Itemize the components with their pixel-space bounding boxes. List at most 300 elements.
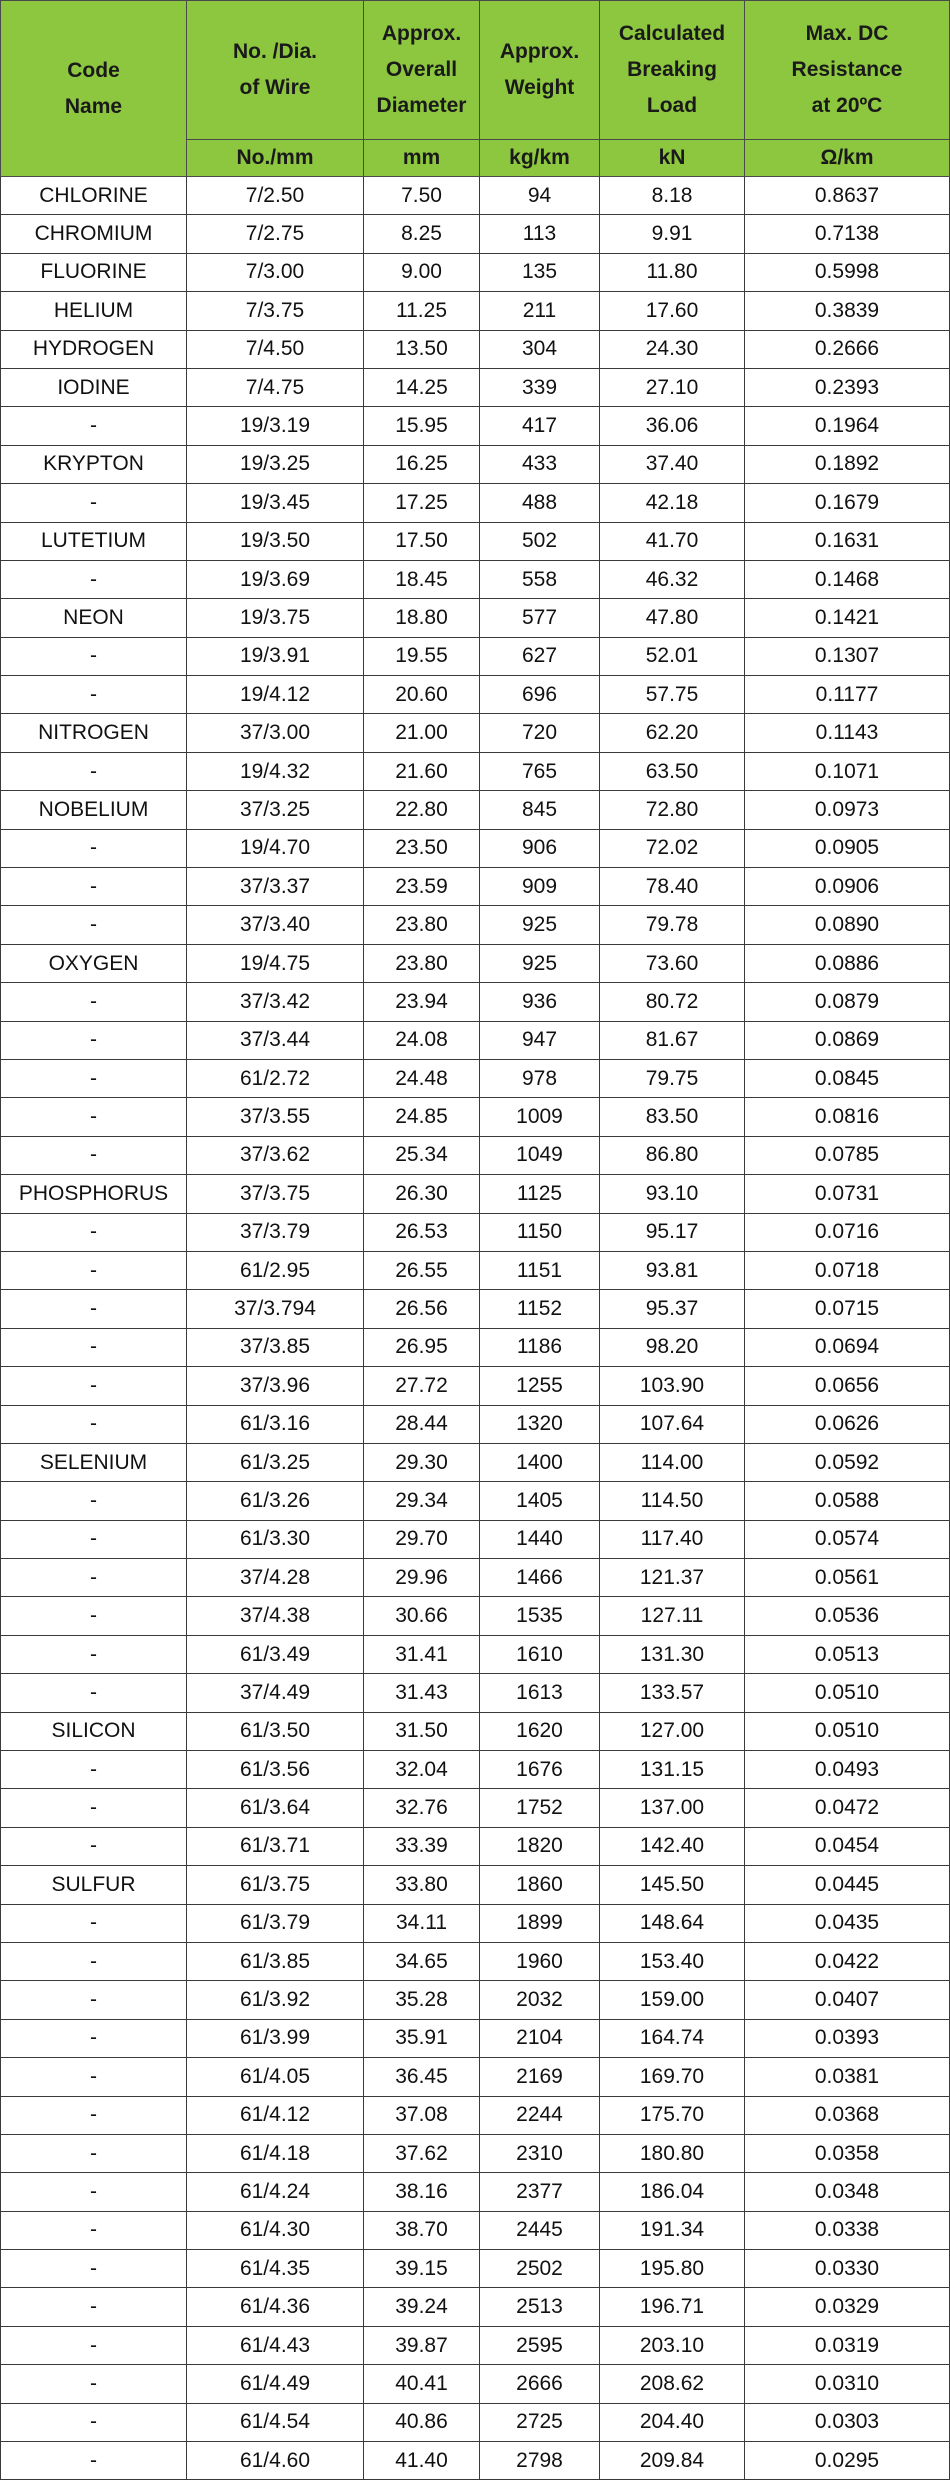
wire-cell: 19/4.32 [187, 752, 364, 790]
resistance-cell: 0.0592 [745, 1443, 950, 1481]
table-row [1, 368, 950, 406]
table-row [1, 1021, 950, 1059]
resistance-cell: 0.0493 [745, 1751, 950, 1789]
code-name-cell: - [1, 2134, 187, 2172]
breaking-load-cell: 175.70 [600, 2096, 745, 2134]
code-name-cell: - [1, 1827, 187, 1865]
code-name-cell: - [1, 407, 187, 445]
code-name-cell: LUTETIUM [1, 522, 187, 560]
wire-cell: 19/3.91 [187, 637, 364, 675]
wire-cell: 37/3.40 [187, 906, 364, 944]
diameter-cell: 19.55 [364, 637, 480, 675]
weight-cell: 558 [480, 560, 600, 598]
breaking-load-cell: 196.71 [600, 2288, 745, 2326]
breaking-load-cell: 80.72 [600, 983, 745, 1021]
code-name-cell: FLUORINE [1, 253, 187, 291]
resistance-cell: 0.0329 [745, 2288, 950, 2326]
weight-cell: 2445 [480, 2211, 600, 2249]
resistance-cell: 0.0472 [745, 1789, 950, 1827]
diameter-cell: 11.25 [364, 292, 480, 330]
header-code-name: Code Name [1, 1, 187, 177]
wire-cell: 37/3.79 [187, 1213, 364, 1251]
table-row [1, 829, 950, 867]
resistance-cell: 0.0303 [745, 2403, 950, 2441]
code-name-cell: NEON [1, 599, 187, 637]
diameter-cell: 24.85 [364, 1098, 480, 1136]
resistance-cell: 0.0973 [745, 791, 950, 829]
resistance-cell: 0.0513 [745, 1635, 950, 1673]
code-name-cell: - [1, 1367, 187, 1405]
wire-cell: 19/3.19 [187, 407, 364, 445]
diameter-cell: 24.08 [364, 1021, 480, 1059]
code-name-cell: - [1, 1021, 187, 1059]
weight-cell: 2104 [480, 2019, 600, 2057]
wire-cell: 61/3.26 [187, 1482, 364, 1520]
diameter-cell: 26.56 [364, 1290, 480, 1328]
wire-cell: 61/3.92 [187, 1981, 364, 2019]
weight-cell: 1440 [480, 1520, 600, 1558]
weight-cell: 135 [480, 253, 600, 291]
wire-cell: 19/3.69 [187, 560, 364, 598]
wire-cell: 61/2.95 [187, 1251, 364, 1289]
breaking-load-cell: 209.84 [600, 2442, 745, 2480]
diameter-cell: 9.00 [364, 253, 480, 291]
resistance-cell: 0.0715 [745, 1290, 950, 1328]
breaking-load-cell: 17.60 [600, 292, 745, 330]
wire-cell: 37/3.794 [187, 1290, 364, 1328]
weight-cell: 696 [480, 676, 600, 714]
diameter-cell: 32.76 [364, 1789, 480, 1827]
weight-cell: 627 [480, 637, 600, 675]
table-row [1, 1443, 950, 1481]
wire-cell: 37/4.49 [187, 1674, 364, 1712]
resistance-cell: 0.7138 [745, 215, 950, 253]
resistance-cell: 0.0445 [745, 1866, 950, 1904]
table-row [1, 1290, 950, 1328]
table-row [1, 215, 950, 253]
table-row [1, 1098, 950, 1136]
breaking-load-cell: 159.00 [600, 1981, 745, 2019]
weight-cell: 1186 [480, 1328, 600, 1366]
wire-cell: 37/3.37 [187, 868, 364, 906]
diameter-cell: 35.28 [364, 1981, 480, 2019]
breaking-load-cell: 191.34 [600, 2211, 745, 2249]
weight-cell: 211 [480, 292, 600, 330]
code-name-cell: - [1, 1328, 187, 1366]
table-row [1, 1405, 950, 1443]
code-name-cell: - [1, 1559, 187, 1597]
resistance-cell: 0.0906 [745, 868, 950, 906]
wire-cell: 61/3.50 [187, 1712, 364, 1750]
resistance-cell: 0.1964 [745, 407, 950, 445]
diameter-cell: 40.86 [364, 2403, 480, 2441]
diameter-cell: 31.50 [364, 1712, 480, 1750]
resistance-cell: 0.0338 [745, 2211, 950, 2249]
breaking-load-cell: 79.78 [600, 906, 745, 944]
breaking-load-cell: 81.67 [600, 1021, 745, 1059]
wire-cell: 37/3.55 [187, 1098, 364, 1136]
code-name-cell: SELENIUM [1, 1443, 187, 1481]
breaking-load-cell: 47.80 [600, 599, 745, 637]
resistance-cell: 0.0845 [745, 1059, 950, 1097]
code-name-cell: - [1, 1597, 187, 1635]
breaking-load-cell: 9.91 [600, 215, 745, 253]
diameter-cell: 41.40 [364, 2442, 480, 2480]
diameter-cell: 17.25 [364, 484, 480, 522]
table-row [1, 2058, 950, 2096]
table-row [1, 445, 950, 483]
diameter-cell: 34.65 [364, 1942, 480, 1980]
breaking-load-cell: 72.02 [600, 829, 745, 867]
table-row [1, 676, 950, 714]
breaking-load-cell: 127.00 [600, 1712, 745, 1750]
resistance-cell: 0.0890 [745, 906, 950, 944]
weight-cell: 1960 [480, 1942, 600, 1980]
diameter-cell: 38.70 [364, 2211, 480, 2249]
table-row [1, 2211, 950, 2249]
breaking-load-cell: 107.64 [600, 1405, 745, 1443]
wire-cell: 37/4.28 [187, 1559, 364, 1597]
resistance-cell: 0.2393 [745, 368, 950, 406]
table-row [1, 1520, 950, 1558]
diameter-cell: 39.24 [364, 2288, 480, 2326]
resistance-cell: 0.0588 [745, 1482, 950, 1520]
weight-cell: 2244 [480, 2096, 600, 2134]
weight-cell: 1152 [480, 1290, 600, 1328]
table-row [1, 2019, 950, 2057]
code-name-cell: - [1, 2326, 187, 2364]
code-name-cell: - [1, 637, 187, 675]
code-name-cell: CHLORINE [1, 177, 187, 215]
code-name-cell: - [1, 1213, 187, 1251]
weight-cell: 2032 [480, 1981, 600, 2019]
breaking-load-cell: 41.70 [600, 522, 745, 560]
diameter-cell: 15.95 [364, 407, 480, 445]
table-row [1, 1751, 950, 1789]
diameter-cell: 23.80 [364, 906, 480, 944]
resistance-cell: 0.0905 [745, 829, 950, 867]
weight-cell: 2798 [480, 2442, 600, 2480]
breaking-load-cell: 11.80 [600, 253, 745, 291]
table-row [1, 906, 950, 944]
wire-cell: 61/3.56 [187, 1751, 364, 1789]
breaking-load-cell: 63.50 [600, 752, 745, 790]
weight-cell: 936 [480, 983, 600, 1021]
resistance-cell: 0.0393 [745, 2019, 950, 2057]
resistance-cell: 0.0816 [745, 1098, 950, 1136]
diameter-cell: 18.80 [364, 599, 480, 637]
wire-cell: 37/4.38 [187, 1597, 364, 1635]
table-row [1, 1942, 950, 1980]
weight-cell: 1405 [480, 1482, 600, 1520]
resistance-cell: 0.3839 [745, 292, 950, 330]
resistance-cell: 0.1631 [745, 522, 950, 560]
resistance-cell: 0.8637 [745, 177, 950, 215]
breaking-load-cell: 93.10 [600, 1175, 745, 1213]
diameter-cell: 26.95 [364, 1328, 480, 1366]
diameter-cell: 30.66 [364, 1597, 480, 1635]
diameter-cell: 26.53 [364, 1213, 480, 1251]
wire-cell: 37/3.44 [187, 1021, 364, 1059]
breaking-load-cell: 186.04 [600, 2173, 745, 2211]
breaking-load-cell: 117.40 [600, 1520, 745, 1558]
table-row [1, 1213, 950, 1251]
diameter-cell: 29.96 [364, 1559, 480, 1597]
wire-cell: 61/4.60 [187, 2442, 364, 2480]
wire-cell: 7/3.00 [187, 253, 364, 291]
breaking-load-cell: 95.17 [600, 1213, 745, 1251]
code-name-cell: - [1, 2365, 187, 2403]
resistance-cell: 0.0785 [745, 1136, 950, 1174]
wire-cell: 61/2.72 [187, 1059, 364, 1097]
code-name-cell: - [1, 676, 187, 714]
code-name-cell: - [1, 2019, 187, 2057]
weight-cell: 1752 [480, 1789, 600, 1827]
code-name-cell: NOBELIUM [1, 791, 187, 829]
wire-cell: 7/4.50 [187, 330, 364, 368]
weight-cell: 2502 [480, 2250, 600, 2288]
resistance-cell: 0.0330 [745, 2250, 950, 2288]
diameter-cell: 29.70 [364, 1520, 480, 1558]
wire-cell: 61/3.25 [187, 1443, 364, 1481]
table-body [1, 177, 950, 2480]
code-name-cell: - [1, 1059, 187, 1097]
header-row [1, 1, 950, 140]
diameter-cell: 32.04 [364, 1751, 480, 1789]
weight-cell: 339 [480, 368, 600, 406]
weight-cell: 906 [480, 829, 600, 867]
resistance-cell: 0.0454 [745, 1827, 950, 1865]
table-row [1, 2096, 950, 2134]
diameter-cell: 21.00 [364, 714, 480, 752]
weight-cell: 1466 [480, 1559, 600, 1597]
code-name-cell: - [1, 1904, 187, 1942]
breaking-load-cell: 148.64 [600, 1904, 745, 1942]
resistance-cell: 0.0422 [745, 1942, 950, 1980]
wire-cell: 19/3.50 [187, 522, 364, 560]
weight-cell: 1255 [480, 1367, 600, 1405]
weight-cell: 304 [480, 330, 600, 368]
diameter-cell: 21.60 [364, 752, 480, 790]
table-row [1, 522, 950, 560]
table-row [1, 714, 950, 752]
unit-weight: kg/km [480, 140, 600, 177]
weight-cell: 925 [480, 906, 600, 944]
wire-cell: 61/4.36 [187, 2288, 364, 2326]
breaking-load-cell: 145.50 [600, 1866, 745, 1904]
resistance-cell: 0.0716 [745, 1213, 950, 1251]
diameter-cell: 13.50 [364, 330, 480, 368]
weight-cell: 1610 [480, 1635, 600, 1673]
weight-cell: 2310 [480, 2134, 600, 2172]
diameter-cell: 40.41 [364, 2365, 480, 2403]
resistance-cell: 0.0319 [745, 2326, 950, 2364]
weight-cell: 1676 [480, 1751, 600, 1789]
breaking-load-cell: 131.15 [600, 1751, 745, 1789]
wire-cell: 61/3.99 [187, 2019, 364, 2057]
resistance-cell: 0.1177 [745, 676, 950, 714]
resistance-cell: 0.0407 [745, 1981, 950, 2019]
wire-cell: 37/3.75 [187, 1175, 364, 1213]
weight-cell: 94 [480, 177, 600, 215]
wire-cell: 61/4.49 [187, 2365, 364, 2403]
breaking-load-cell: 127.11 [600, 1597, 745, 1635]
diameter-cell: 37.62 [364, 2134, 480, 2172]
diameter-cell: 29.30 [364, 1443, 480, 1481]
table-row [1, 2365, 950, 2403]
resistance-cell: 0.5998 [745, 253, 950, 291]
breaking-load-cell: 79.75 [600, 1059, 745, 1097]
header-breaking-load: Calculated Breaking Load [600, 1, 745, 140]
resistance-cell: 0.0348 [745, 2173, 950, 2211]
table-row [1, 292, 950, 330]
table-row [1, 1712, 950, 1750]
code-name-cell: - [1, 2403, 187, 2441]
code-name-cell: SILICON [1, 1712, 187, 1750]
breaking-load-cell: 103.90 [600, 1367, 745, 1405]
weight-cell: 488 [480, 484, 600, 522]
code-name-cell: - [1, 1290, 187, 1328]
weight-cell: 113 [480, 215, 600, 253]
wire-cell: 61/3.64 [187, 1789, 364, 1827]
code-name-cell: - [1, 2173, 187, 2211]
resistance-cell: 0.0731 [745, 1175, 950, 1213]
breaking-load-cell: 121.37 [600, 1559, 745, 1597]
weight-cell: 502 [480, 522, 600, 560]
weight-cell: 2377 [480, 2173, 600, 2211]
diameter-cell: 36.45 [364, 2058, 480, 2096]
table-row [1, 1251, 950, 1289]
table-row [1, 983, 950, 1021]
diameter-cell: 28.44 [364, 1405, 480, 1443]
code-name-cell: - [1, 2250, 187, 2288]
breaking-load-cell: 153.40 [600, 1942, 745, 1980]
diameter-cell: 25.34 [364, 1136, 480, 1174]
wire-cell: 61/4.30 [187, 2211, 364, 2249]
code-name-cell: IODINE [1, 368, 187, 406]
weight-cell: 577 [480, 599, 600, 637]
weight-cell: 1125 [480, 1175, 600, 1213]
table-row [1, 1482, 950, 1520]
code-name-cell: - [1, 1674, 187, 1712]
code-name-cell: - [1, 1520, 187, 1558]
code-name-cell: - [1, 983, 187, 1021]
resistance-cell: 0.2666 [745, 330, 950, 368]
breaking-load-cell: 93.81 [600, 1251, 745, 1289]
diameter-cell: 8.25 [364, 215, 480, 253]
wire-cell: 37/3.96 [187, 1367, 364, 1405]
code-name-cell: - [1, 1405, 187, 1443]
wire-cell: 37/3.42 [187, 983, 364, 1021]
resistance-cell: 0.0510 [745, 1674, 950, 1712]
wire-cell: 19/3.75 [187, 599, 364, 637]
resistance-cell: 0.0656 [745, 1367, 950, 1405]
header-resistance: Max. DC Resistance at 20ºC [745, 1, 950, 140]
breaking-load-cell: 169.70 [600, 2058, 745, 2096]
table-row [1, 637, 950, 675]
weight-cell: 1049 [480, 1136, 600, 1174]
resistance-cell: 0.0435 [745, 1904, 950, 1942]
diameter-cell: 34.11 [364, 1904, 480, 1942]
code-name-cell: - [1, 1251, 187, 1289]
breaking-load-cell: 208.62 [600, 2365, 745, 2403]
code-name-cell: NITROGEN [1, 714, 187, 752]
diameter-cell: 37.08 [364, 2096, 480, 2134]
code-name-cell: HELIUM [1, 292, 187, 330]
weight-cell: 765 [480, 752, 600, 790]
weight-cell: 1620 [480, 1712, 600, 1750]
code-name-cell: - [1, 2288, 187, 2326]
diameter-cell: 17.50 [364, 522, 480, 560]
table-row [1, 1981, 950, 2019]
weight-cell: 845 [480, 791, 600, 829]
wire-cell: 37/3.25 [187, 791, 364, 829]
resistance-cell: 0.0886 [745, 944, 950, 982]
weight-cell: 925 [480, 944, 600, 982]
table-row [1, 330, 950, 368]
code-name-cell: SULFUR [1, 1866, 187, 1904]
table-row [1, 1904, 950, 1942]
resistance-cell: 0.0561 [745, 1559, 950, 1597]
breaking-load-cell: 24.30 [600, 330, 745, 368]
diameter-cell: 16.25 [364, 445, 480, 483]
breaking-load-cell: 83.50 [600, 1098, 745, 1136]
wire-cell: 37/3.00 [187, 714, 364, 752]
breaking-load-cell: 52.01 [600, 637, 745, 675]
weight-cell: 1820 [480, 1827, 600, 1865]
diameter-cell: 7.50 [364, 177, 480, 215]
weight-cell: 433 [480, 445, 600, 483]
table-row [1, 1328, 950, 1366]
table-row [1, 407, 950, 445]
diameter-cell: 31.41 [364, 1635, 480, 1673]
weight-cell: 978 [480, 1059, 600, 1097]
table-row [1, 791, 950, 829]
code-name-cell: - [1, 2058, 187, 2096]
weight-cell: 1535 [480, 1597, 600, 1635]
wire-cell: 61/4.35 [187, 2250, 364, 2288]
resistance-cell: 0.1143 [745, 714, 950, 752]
weight-cell: 1151 [480, 1251, 600, 1289]
weight-cell: 1899 [480, 1904, 600, 1942]
breaking-load-cell: 114.00 [600, 1443, 745, 1481]
resistance-cell: 0.1307 [745, 637, 950, 675]
header-wire: No. /Dia. of Wire [187, 1, 364, 140]
header-weight: Approx. Weight [480, 1, 600, 140]
code-name-cell: - [1, 1635, 187, 1673]
unit-diameter: mm [364, 140, 480, 177]
weight-cell: 2595 [480, 2326, 600, 2364]
diameter-cell: 26.30 [364, 1175, 480, 1213]
header-diameter: Approx. Overall Diameter [364, 1, 480, 140]
code-name-cell: - [1, 484, 187, 522]
table-row [1, 177, 950, 215]
table-row [1, 2173, 950, 2211]
resistance-cell: 0.0368 [745, 2096, 950, 2134]
diameter-cell: 29.34 [364, 1482, 480, 1520]
wire-cell: 61/4.05 [187, 2058, 364, 2096]
breaking-load-cell: 95.37 [600, 1290, 745, 1328]
resistance-cell: 0.0295 [745, 2442, 950, 2480]
breaking-load-cell: 57.75 [600, 676, 745, 714]
table-row [1, 1827, 950, 1865]
wire-cell: 61/3.30 [187, 1520, 364, 1558]
resistance-cell: 0.0381 [745, 2058, 950, 2096]
table-row [1, 253, 950, 291]
diameter-cell: 26.55 [364, 1251, 480, 1289]
diameter-cell: 35.91 [364, 2019, 480, 2057]
weight-cell: 1009 [480, 1098, 600, 1136]
